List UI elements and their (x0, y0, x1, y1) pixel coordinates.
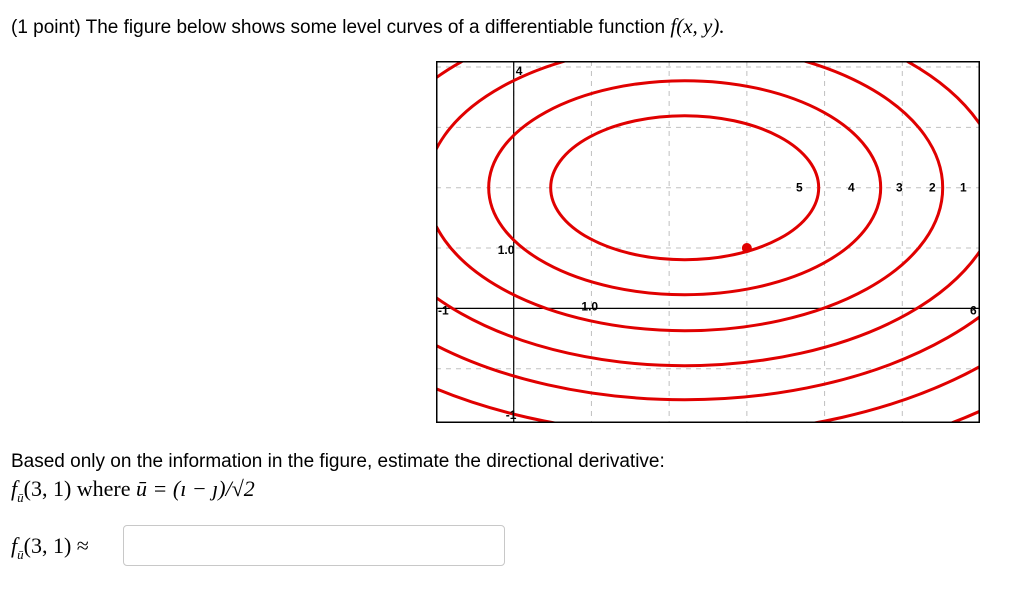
level-label: 1 (960, 180, 967, 195)
level-label: 5 (796, 180, 803, 195)
level-curve (436, 61, 943, 331)
level-curves-plot (436, 61, 980, 423)
answer-f-symbol: f (11, 533, 18, 558)
marked-point (742, 243, 752, 253)
axis-label-x-left: -1 (438, 303, 449, 318)
level-label: 2 (929, 180, 936, 195)
level-label: 3 (896, 180, 903, 195)
answer-input[interactable] (123, 525, 505, 566)
answer-label (11, 532, 89, 563)
level-curves-figure (436, 61, 980, 423)
directional-derivative-expression (11, 475, 255, 506)
question-text (11, 13, 725, 41)
axis-label-y-bottom: -1 (505, 408, 517, 422)
answer-point-approx: (3, 1) ≈ (23, 533, 89, 558)
answer-u-subscript: ū (17, 547, 24, 562)
u-subscript: ū (17, 490, 24, 505)
unit-vector-definition: ū = (ı − ȷ)/√2 (136, 476, 255, 501)
axis-label-y-top: 4 (515, 64, 523, 78)
instruction-text: Based only on the information in the figure, estimate the directional derivative: (11, 451, 665, 472)
tick-label-y-one: 1.0 (497, 243, 515, 258)
axis-label-x-right: 6 (970, 303, 977, 318)
f-symbol: f (11, 476, 18, 501)
function-notation: f(x, y). (670, 14, 725, 38)
point-and-where: (3, 1) where (23, 476, 137, 501)
tick-label-x-one: 1.0 (581, 299, 599, 314)
level-curve (436, 61, 980, 400)
level-label: 4 (848, 180, 855, 195)
question-prefix: (1 point) The figure below shows some level curves of a differentiable function (11, 17, 671, 38)
